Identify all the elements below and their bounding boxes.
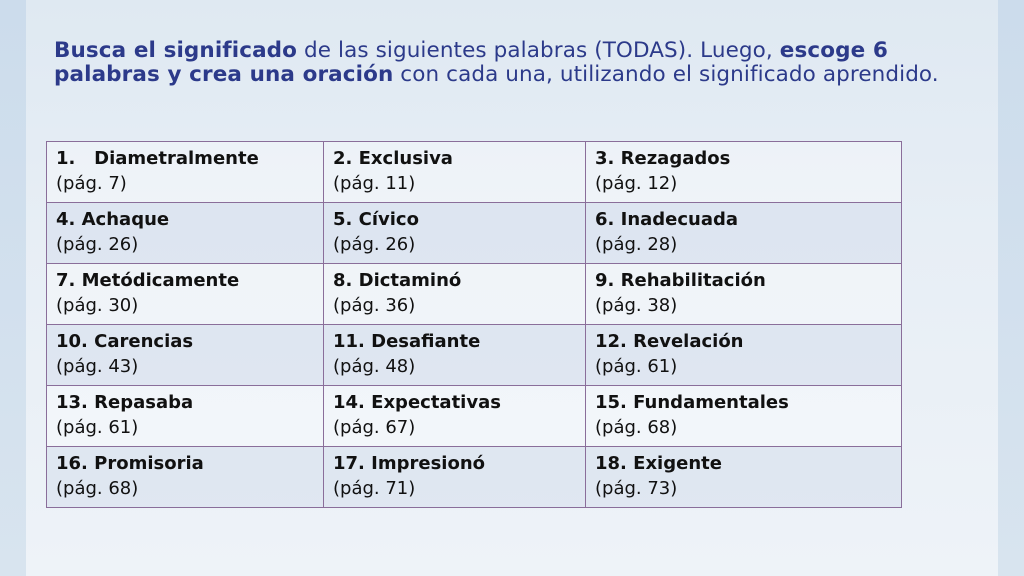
page-reference: (pág. 61) — [595, 356, 678, 377]
table-row — [47, 447, 902, 508]
vocab-word: 13. Repasaba — [56, 392, 194, 413]
right-decorative-strip — [998, 0, 1024, 576]
title-bold-choose: escoge 6 palabras y crea una oración — [54, 38, 888, 87]
table-cell — [47, 447, 324, 508]
page-reference: (pág. 67) — [333, 417, 416, 438]
table-cell — [586, 325, 902, 386]
left-decorative-strip — [0, 0, 26, 576]
vocab-word: 12. Revelación — [595, 331, 744, 352]
table-cell — [47, 325, 324, 386]
table-cell — [47, 386, 324, 447]
title-text-instructions: de las siguientes palabras (TODAS). Luego, — [297, 38, 780, 63]
table-cell — [324, 264, 586, 325]
vocabulary-table — [46, 141, 902, 508]
title-text-ending: con cada una, utilizando el significado aprendido. — [393, 62, 939, 87]
page-reference: (pág. 30) — [56, 295, 139, 316]
table-row — [47, 325, 902, 386]
table-row — [47, 142, 902, 203]
page-reference: (pág. 26) — [56, 234, 139, 255]
vocab-word: 4. Achaque — [56, 209, 170, 230]
vocab-word: 1. Diametralmente — [56, 148, 259, 169]
table-row — [47, 386, 902, 447]
page-reference: (pág. 68) — [595, 417, 678, 438]
vocab-word: 17. Impresionó — [333, 453, 486, 474]
vocab-word: 8. Dictaminó — [333, 270, 462, 291]
vocab-word: 5. Cívico — [333, 209, 419, 230]
table-cell — [586, 203, 902, 264]
vocab-word: 18. Exigente — [595, 453, 722, 474]
table-row — [47, 203, 902, 264]
vocab-word: 2. Exclusiva — [333, 148, 453, 169]
table-cell — [586, 142, 902, 203]
page-reference: (pág. 38) — [595, 295, 678, 316]
vocab-word: 10. Carencias — [56, 331, 194, 352]
vocab-word: 7. Metódicamente — [56, 270, 240, 291]
table-cell — [324, 325, 586, 386]
table-cell — [586, 447, 902, 508]
vocab-word: 6. Inadecuada — [595, 209, 739, 230]
table-cell — [47, 142, 324, 203]
page-reference: (pág. 61) — [56, 417, 139, 438]
title-bold-search: Busca el significado — [54, 38, 298, 63]
slide-title — [54, 39, 984, 87]
table-row — [47, 264, 902, 325]
page-reference: (pág. 12) — [595, 173, 678, 194]
vocab-word: 9. Rehabilitación — [595, 270, 766, 291]
table-cell — [324, 203, 586, 264]
table-cell — [47, 264, 324, 325]
page-reference: (pág. 7) — [56, 173, 127, 194]
vocab-word: 14. Expectativas — [333, 392, 501, 413]
table-cell — [324, 386, 586, 447]
page-reference: (pág. 36) — [333, 295, 416, 316]
page-reference: (pág. 73) — [595, 478, 678, 499]
table-cell — [586, 386, 902, 447]
page-reference: (pág. 71) — [333, 478, 416, 499]
page-reference: (pág. 26) — [333, 234, 416, 255]
page-reference: (pág. 48) — [333, 356, 416, 377]
page-reference: (pág. 68) — [56, 478, 139, 499]
table-cell — [586, 264, 902, 325]
table-cell — [324, 142, 586, 203]
vocab-word: 11. Desafiante — [333, 331, 481, 352]
page-reference: (pág. 43) — [56, 356, 139, 377]
table-cell — [324, 447, 586, 508]
vocab-word: 15. Fundamentales — [595, 392, 789, 413]
page-reference: (pág. 11) — [333, 173, 416, 194]
page-reference: (pág. 28) — [595, 234, 678, 255]
table-cell — [47, 203, 324, 264]
vocab-word: 3. Rezagados — [595, 148, 731, 169]
vocab-word: 16. Promisoria — [56, 453, 204, 474]
